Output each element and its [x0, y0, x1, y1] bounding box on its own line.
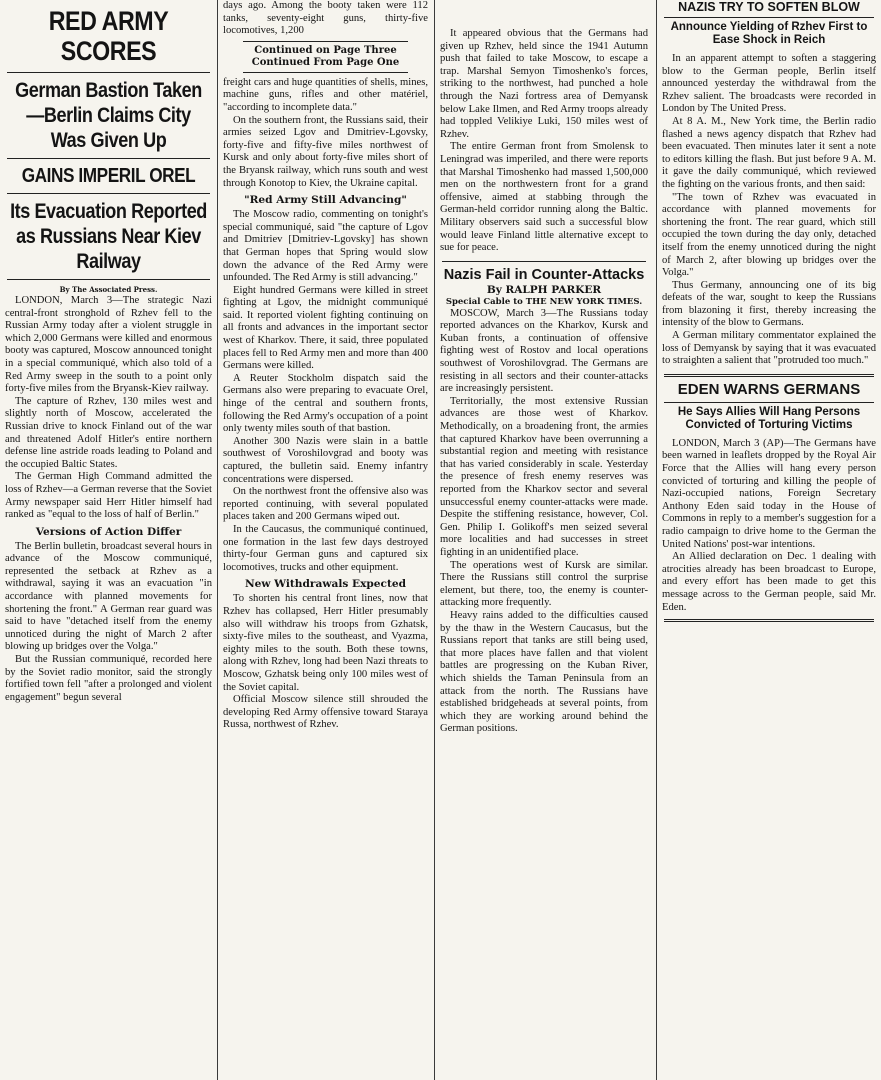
box-subhead: Announce Yielding of Rzhev First to Ease Shock in Reich	[670, 21, 868, 46]
paragraph: An Allied declaration on Dec. 1 dealing with atrocities already has been broadcast to Europe, and every effort has been made to get this message across to the German people, said Mr. Eden.	[662, 551, 876, 613]
paragraph: A German military commentator explained the loss of Demyansk by saying that it was evacuated to straighten a salient that "protruded too much."	[662, 330, 876, 367]
divider	[243, 41, 408, 42]
divider	[243, 72, 408, 73]
byline: By RALPH PARKER	[486, 283, 602, 296]
paragraph: It appeared obvious that the Germans had given up Rzhev, held since the 1941 Autumn push that failed to take Moscow, to escape a trap. Marshal Semyon Timoshenko's forces, striking to the northwest, had punched a hole through the Nazi fortress area of Demyansk below Lake Ilmen, and Red Army troops already had toppled Velikiye Luki, 150 miles west of Rzhev.	[440, 28, 648, 140]
column-4	[657, 0, 881, 1080]
paragraph: Thus Germany, announcing one of its big defeats of the war, sought to keep the Russians from blazoning it first, thereby increasing the intensity of the blow to Germans.	[662, 279, 876, 329]
main-headline: RED ARMY SCORES	[48, 6, 169, 66]
paragraph: The entire German front from Smolensk to Leningrad was imperiled, and there were reports that Marshal Timoshenko had massed 1,500,000 men on the northwestern front for a grand offensive, aimed at stabbing through the German-held corridor running along the Baltic. Military observers said such a successful blow would leave Finland little alternative except to sue for peace.	[440, 141, 648, 254]
section-subhead: He Says Allies Will Hang Persons Convicted of Torturing Victims	[677, 405, 861, 431]
paragraph: At 8 A. M., New York time, the Berlin radio flashed a news agency dispatch that Rzhev had been evacuated. Then minutes later it sent a note to editors killing the flash. But just before 9 A. M. it gave the daily communiqué, which reviewed the fighting on the various fronts, and then said:	[662, 115, 876, 190]
continued-on-line: Continued on Page Three	[254, 44, 397, 56]
deck-2: GAINS IMPERIL OREL	[21, 165, 196, 187]
paragraph: On the northwest front the offensive also was reported continuing, with several populated places taken and 200 Germans wiped out.	[223, 486, 428, 523]
paragraph: freight cars and huge quantities of shells, mines, machine guns, rifles and other matériel, "according to incomplete data."	[223, 76, 428, 113]
subhead: Versions of Action Differ	[35, 525, 182, 538]
paragraph: Eight hundred Germans were killed in street fighting at Lgov, the midnight communiqué said. It reported violent fighting continuing on all fronts and advances in the important sector west of Kharkov. There, it said, three populated places fell to Red Army men and more than 400 Germans were killed.	[223, 284, 428, 372]
paragraph: Heavy rains added to the difficulties caused by the thaw in the Western Caucasus, but the Russians report that tanks are still being used, that more places have fallen and that violent battles are progressing on the Kuban River, which shields the Taman Peninsula from an attack from the north. The Russians have established bridgeheads at several points, from which they are working around behind the German positions.	[440, 609, 648, 735]
paragraph: Another 300 Nazis were slain in a battle southwest of Voroshilovgrad and booty was captured, the bulletin said. Enemy infantry concentrations were dispersed.	[223, 435, 428, 485]
paragraph: The Moscow radio, commenting on tonight's special communiqué, said "the capture of Lgov and Dmitriev [Dmitriev-Lgovsky] has shown that German hopes that Spring would slow down the advance of the Red Army were unfounded. The Red Army is still advancing."	[223, 209, 428, 284]
paragraph: Territorially, the most extensive Russian advances are those west of Kharkov. Methodically, on a broadening front, the armies that captured Kharkov have been overrunning a substantial region and meeting with resistance that has varied considerably in scale. Yesterday the presence of fresh enemy reserves was reported from the Kharkov sector and several unsuccessful enemy counter-attacks were made. Despite the stiffening resistance, however, Col. Gen. Philip I. Golikoff's men seized several more localities and had successes in street fighting in an unidentified place.	[440, 395, 648, 558]
column-1	[0, 0, 217, 1080]
paragraph: To shorten his central front lines, now that Rzhev has collapsed, Herr Hitler presumably also will withdraw his troops from Gzhatsk, sixty-five miles to the southeast, and Vyazma, eighty miles to the south. Both these towns, along with Rzhev, long had been Nazi threats to Moscow, Gzhatsk being only 100 miles west of the Soviet capital.	[223, 593, 428, 693]
paragraph: The capture of Rzhev, 130 miles west and slightly north of Moscow, accelerated the Russian drive to knock Finland out of the war and threatened Adolf Hitler's entire northern defense line astride roads leading to Poland and the occupied Baltic States.	[5, 395, 212, 470]
paragraph: MOSCOW, March 3—The Russians today reported advances on the Kharkov, Kursk and Kuban fronts, a continuation of offensive fighting west of Rostov and local operations southwest of Voroshilovgrad. The Germans are resisting in all sectors and their counter-attacks are increasingly persistent.	[440, 307, 648, 395]
deck-3: Its Evacuation Reported as Russians Near Kiev Railway	[10, 200, 207, 273]
box-headline: NAZIS TRY TO SOFTEN BLOW	[678, 0, 860, 14]
continued-from-line: Continued From Page One	[251, 56, 400, 68]
column-2	[218, 0, 433, 1080]
divider	[664, 17, 874, 18]
subhead: New Withdrawals Expected	[244, 578, 407, 591]
paragraph: The Berlin bulletin, broadcast several hours in advance of the Moscow communiqué, represented the setback at Rzhev as a withdrawal, saying it was an evacuation "in accordance with planned movements for shortening the front." A German rear guard was said to have "detached itself from the enemy unnoticed during the night of March 2 after blowing up bridges over the Volga."	[5, 540, 212, 653]
divider	[7, 193, 210, 194]
column-3	[435, 0, 653, 1080]
paragraph: On the southern front, the Russians said, their armies seized Lgov and Dmitriev-Lgovsky, forty-five and fifty-five miles northwest of Kursk and only about forty-five miles short of the Bryansk railway, which runs south and west through Konotop to Kiev, the Ukraine capital.	[223, 114, 428, 189]
divider	[664, 374, 874, 377]
divider	[7, 279, 210, 280]
deck-1: German Bastion Taken —Berlin Claims City Was Given Up	[15, 79, 202, 152]
divider	[7, 158, 210, 159]
divider	[442, 261, 646, 262]
paragraph: In an apparent attempt to soften a staggering blow to the German people, Berlin itself announced yesterday the withdrawal from the Rzhev salient. The broadcasts were recorded in London by The United Press.	[662, 53, 876, 115]
paragraph: But the Russian communiqué, recorded here by the Soviet radio monitor, said the strongly fortified town fell "after a prolonged and violent engagement" begun several	[5, 654, 212, 703]
divider	[664, 619, 874, 622]
paragraph: The German High Command admitted the loss of Rzhev—a German reverse that the Soviet Army newspaper said Herr Hitler himself had ranked as "equal to the loss of half of Berlin."	[5, 471, 212, 521]
section-headline: Nazis Fail in Counter-Attacks	[443, 266, 645, 283]
byline: By The Associated Press.	[59, 285, 158, 294]
divider	[664, 402, 874, 403]
paragraph: LONDON, March 3 (AP)—The Germans have been warned in leaflets dropped by the Royal Air Force that the Allies will hang every person convicted of torturing and killing the people of Nazi-occupied nations, Foreign Secretary Anthony Eden said today in the House of Commons in reply to a member's suggestion for a radio campaign to drive home to the German the United Nations' post-war intentions.	[662, 437, 876, 550]
subhead: "Red Army Still Advancing"	[244, 194, 407, 207]
paragraph: "The town of Rzhev was evacuated in accordance with planned movements for shortening the front. The rear guard, which still occupied the town during the day only, detached itself from the enemy unnoticed during the night of March 2, after blowing up bridges over the Volga."	[662, 191, 876, 279]
paragraph: A Reuter Stockholm dispatch said the Germans also were preparing to evacuate Orel, hinge of the central and southern fronts, following the Red Army's occupation of a point only twenty miles south of that bastion.	[223, 372, 428, 435]
paragraph: LONDON, March 3—The strategic Nazi central-front stronghold of Rzhev fell to the Russian Army today after a violent struggle in which 2,000 Germans were killed and enormous booty was captured, Moscow announced tonight in a special communiqué, which also told of a Red Army sweep in the south to a point only forty-five miles from the Bryansk-Kiev railway.	[5, 295, 212, 395]
paragraph: days ago. Among the booty taken were 112 tanks, seventy-eight guns, thirty-five locomotives, 1,200	[223, 0, 428, 37]
special-cable-line: Special Cable to THE NEW YORK TIMES.	[445, 296, 643, 307]
divider	[7, 72, 210, 73]
paragraph: The operations west of Kursk are similar. There the Russians still control the surprise element, but there, too, the enemy is counter-attacking more frequently.	[440, 559, 648, 609]
paragraph: Official Moscow silence still shrouded the developing Red Army offensive toward Staraya Russa, northwest of Rzhev.	[223, 694, 428, 731]
paragraph: In the Caucasus, the communiqué continued, one formation in the last few days destroyed thirty-four German guns and captured six locomotives, trucks and other equipment.	[223, 523, 428, 573]
section-headline: EDEN WARNS GERMANS	[677, 380, 861, 398]
